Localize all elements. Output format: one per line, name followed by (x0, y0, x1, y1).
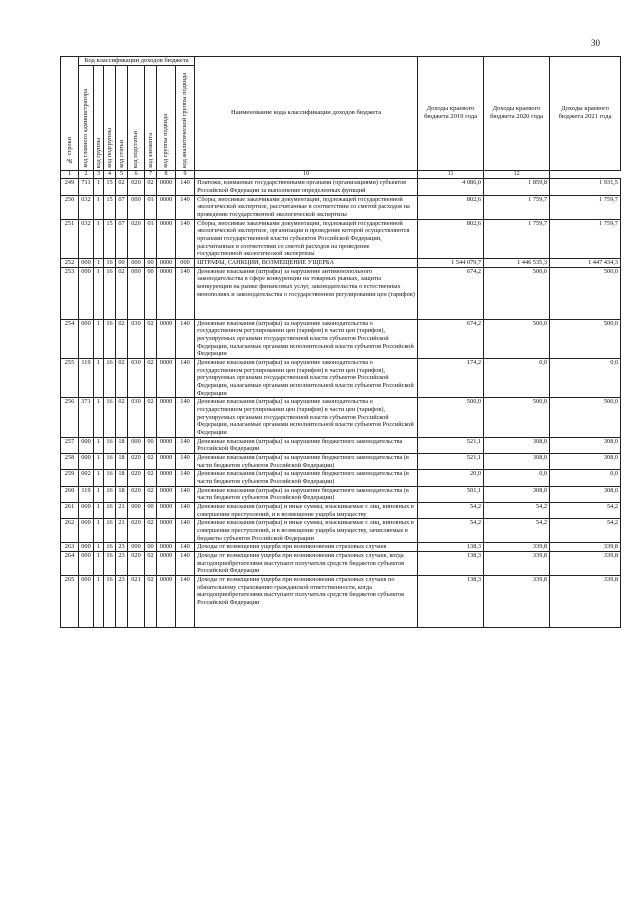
amount-cell: 500,0 (484, 319, 550, 358)
table-row (61, 358, 621, 397)
amount-cell: 1 759,7 (484, 195, 550, 219)
code-cell: 140 (176, 552, 195, 576)
code-cell: 16 (104, 576, 116, 628)
code-cell: 16 (104, 454, 116, 470)
code-cell: 02 (116, 398, 128, 437)
code-cell: 1 (94, 179, 104, 195)
code-cell: 02 (145, 179, 157, 195)
code-cell: 020 (128, 219, 145, 258)
code-cell: 16 (104, 319, 116, 358)
code-cell: 15 (104, 195, 116, 219)
code-column-header: код статьи (116, 65, 128, 170)
code-cell: 0000 (157, 543, 176, 552)
code-cell: 18 (116, 437, 128, 453)
code-cell: 140 (176, 454, 195, 470)
code-cell: 0000 (157, 219, 176, 258)
amount-cell: 339,8 (550, 552, 621, 576)
income-name: Денежные взыскания (штрафы) за нарушение бюджетного законодательства Российской Федерации (195, 437, 418, 453)
amount-cell: 674,2 (418, 267, 484, 319)
amount-cell: 339,8 (550, 576, 621, 628)
code-cell: 02 (116, 179, 128, 195)
column-number: 4 (104, 170, 116, 178)
code-cell: 02 (116, 358, 128, 397)
amount-cell: 138,3 (418, 552, 484, 576)
row-number: 251 (61, 219, 79, 258)
table-row (61, 486, 621, 502)
code-cell: 00 (145, 543, 157, 552)
income-name: Денежные взыскания (штрафы) за нарушение законодательства о государственном регулировании цен (тарифов) в части цен (тарифов), регулируемых органами государственной власти субъектов Российской Федерации, налагаемые органами исполнительной власти субъектов Российской Федерации (195, 358, 418, 397)
row-number: 250 (61, 195, 79, 219)
revenue-table (60, 56, 621, 628)
column-number: 8 (157, 170, 176, 178)
table-row (61, 470, 621, 486)
code-cell: 140 (176, 543, 195, 552)
code-cell: 1 (94, 258, 104, 267)
code-cell: 000 (79, 319, 94, 358)
code-cell: 0000 (157, 454, 176, 470)
code-cell: 020 (128, 486, 145, 502)
code-cell: 16 (104, 258, 116, 267)
row-number: 262 (61, 519, 79, 543)
amount-cell: 308,0 (484, 486, 550, 502)
code-column-header: код аналитической группы подвида (176, 65, 195, 170)
code-cell: 16 (104, 470, 116, 486)
code-cell: 1 (94, 552, 104, 576)
code-cell: 18 (116, 486, 128, 502)
amount-cell: 674,2 (418, 319, 484, 358)
code-cell: 140 (176, 358, 195, 397)
code-cell: 140 (176, 519, 195, 543)
code-cell: 01 (145, 195, 157, 219)
code-cell: 23 (116, 576, 128, 628)
code-cell: 140 (176, 470, 195, 486)
code-cell: 0000 (157, 179, 176, 195)
code-cell: 02 (145, 576, 157, 628)
code-cell: 030 (128, 398, 145, 437)
code-cell: 1 (94, 219, 104, 258)
code-cell: 16 (104, 543, 116, 552)
code-cell: 140 (176, 398, 195, 437)
amount-cell: 521,1 (418, 437, 484, 453)
column-number: 7 (145, 170, 157, 178)
code-cell: 119 (79, 486, 94, 502)
code-cell: 0000 (157, 552, 176, 576)
code-cell: 020 (128, 519, 145, 543)
code-cell: 140 (176, 503, 195, 519)
amount-cell: 1 544 079,7 (418, 258, 484, 267)
amount-cell: 802,6 (418, 219, 484, 258)
code-cell: 000 (128, 437, 145, 453)
code-cell: 0000 (157, 358, 176, 397)
amount-cell: 308,0 (550, 454, 621, 470)
code-cell: 00 (145, 258, 157, 267)
table-row (61, 258, 621, 267)
amount-cell: 138,3 (418, 576, 484, 628)
table-row (61, 437, 621, 453)
code-cell: 00 (145, 437, 157, 453)
table-row (61, 454, 621, 470)
year-2021-header: Доходы краевого бюджета 2021 года (550, 57, 621, 171)
amount-cell: 1 859,8 (484, 179, 550, 195)
code-cell: 1 (94, 576, 104, 628)
code-cell: 0000 (157, 576, 176, 628)
amount-cell: 138,3 (418, 543, 484, 552)
code-cell: 000 (79, 552, 94, 576)
amount-cell: 500,0 (418, 398, 484, 437)
code-cell: 000 (176, 258, 195, 267)
code-cell: 02 (145, 398, 157, 437)
code-cell: 0000 (157, 258, 176, 267)
code-cell: 02 (145, 358, 157, 397)
income-name: Денежные взыскания (штрафы) за нарушение бюджетного законодательства (в части бюджетов субъектов Российской Федерации) (195, 486, 418, 502)
amount-cell: 802,6 (418, 195, 484, 219)
income-name: Доходы от возмещения ущерба при возникновении страховых случаев по обязательному страхованию гражданской ответственности, когда выгодоприобретателями выступают получатели средств бюджетов субъектов Российской Федерации (195, 576, 418, 628)
table-row (61, 319, 621, 358)
income-name: Денежные взыскания (штрафы) за нарушение бюджетного законодательства (в части бюджетов субъектов Российской Федерации) (195, 470, 418, 486)
amount-cell: 1 759,7 (484, 219, 550, 258)
row-number: 265 (61, 576, 79, 628)
amount-cell: 1 447 434,3 (550, 258, 621, 267)
table-row (61, 195, 621, 219)
column-number: 10 (195, 170, 418, 178)
code-cell: 02 (145, 454, 157, 470)
row-number: 249 (61, 179, 79, 195)
code-cell: 1 (94, 267, 104, 319)
code-cell: 02 (145, 319, 157, 358)
code-cell: 371 (79, 398, 94, 437)
row-number: 263 (61, 543, 79, 552)
row-number: 260 (61, 486, 79, 502)
code-column-header: код подгруппы (104, 65, 116, 170)
code-cell: 0000 (157, 470, 176, 486)
code-cell: 000 (79, 576, 94, 628)
amount-cell: 500,0 (550, 267, 621, 319)
code-cell: 032 (79, 195, 94, 219)
code-cell: 0000 (157, 437, 176, 453)
table-row (61, 219, 621, 258)
code-column-header: код элемента (145, 65, 157, 170)
table-row (61, 267, 621, 319)
code-cell: 02 (145, 486, 157, 502)
amount-cell: 500,0 (484, 267, 550, 319)
code-cell: 18 (116, 470, 128, 486)
code-cell: 1 (94, 519, 104, 543)
row-number: 255 (61, 358, 79, 397)
row-no-header: № строки (61, 57, 79, 171)
amount-cell: 54,2 (418, 519, 484, 543)
code-cell: 1 (94, 195, 104, 219)
code-cell: 030 (128, 319, 145, 358)
page-number: 30 (591, 38, 600, 48)
code-cell: 21 (116, 519, 128, 543)
code-cell: 00 (145, 267, 157, 319)
code-cell: 021 (128, 576, 145, 628)
code-cell: 0000 (157, 195, 176, 219)
column-number: 3 (94, 170, 104, 178)
income-name: ШТРАФЫ, САНКЦИИ, ВОЗМЕЩЕНИЕ УЩЕРБА (195, 258, 418, 267)
amount-cell: 1 931,5 (550, 179, 621, 195)
code-cell: 16 (104, 398, 116, 437)
code-cell: 000 (79, 519, 94, 543)
row-number: 254 (61, 319, 79, 358)
name-column-header: Наименование кода классификации доходов бюджета (195, 57, 418, 171)
code-cell: 140 (176, 195, 195, 219)
code-cell: 020 (128, 454, 145, 470)
code-cell: 0000 (157, 319, 176, 358)
code-cell: 16 (104, 519, 116, 543)
code-cell: 140 (176, 486, 195, 502)
code-cell: 15 (104, 179, 116, 195)
code-cell: 1 (94, 454, 104, 470)
code-cell: 140 (176, 437, 195, 453)
income-name: Платежи, взимаемые государственными органами (организациями) субъектов Российской Федерации за выполнение определенных функций (195, 179, 418, 195)
code-cell: 18 (116, 454, 128, 470)
code-cell: 0000 (157, 503, 176, 519)
amount-cell: 0,0 (484, 358, 550, 397)
code-cell: 1 (94, 398, 104, 437)
amount-cell: 308,0 (550, 486, 621, 502)
code-cell: 000 (128, 503, 145, 519)
code-cell: 140 (176, 267, 195, 319)
code-cell: 020 (128, 470, 145, 486)
amount-cell: 339,8 (484, 543, 550, 552)
code-cell: 0000 (157, 519, 176, 543)
income-name: Доходы от возмещения ущерба при возникновении страховых случаев (195, 543, 418, 552)
amount-cell: 501,1 (418, 486, 484, 502)
code-column-header: код группы (94, 65, 104, 170)
income-name: Денежные взыскания (штрафы) и иные суммы, взыскиваемые с лиц, виновных в совершении преступлений, и в возмещение ущерба имуществу, зачисляемые в бюджеты субъектов Российской Федерации (195, 519, 418, 543)
code-cell: 020 (128, 552, 145, 576)
amount-cell: 500,0 (484, 398, 550, 437)
table-row (61, 398, 621, 437)
code-cell: 000 (128, 195, 145, 219)
column-number: 2 (79, 170, 94, 178)
row-number: 257 (61, 437, 79, 453)
income-name: Сборы, вносимые заказчиками документации, подлежащей государственной экологической экспертизе, рассчитанные в соответствии со сметой расходов на проведение государственной экологической экспертизы (195, 195, 418, 219)
table-row (61, 552, 621, 576)
column-number: 1 (61, 170, 79, 178)
amount-cell: 174,2 (418, 358, 484, 397)
amount-cell: 339,8 (484, 552, 550, 576)
income-name: Денежные взыскания (штрафы) за нарушение антимонопольного законодательства в сфере конкуренции на товарных рынках, защиты конкуренции на рынке финансовых услуг, законодательства о естественных монополиях и законодательства о государственном регулировании цен (тарифов) (195, 267, 418, 319)
code-cell: 020 (128, 179, 145, 195)
code-cell: 140 (176, 179, 195, 195)
code-cell: 02 (145, 519, 157, 543)
code-cell: 000 (128, 267, 145, 319)
code-cell: 23 (116, 552, 128, 576)
code-cell: 0000 (157, 486, 176, 502)
code-cell: 000 (79, 437, 94, 453)
code-cell: 1 (94, 503, 104, 519)
amount-cell: 54,2 (418, 503, 484, 519)
amount-cell: 0,0 (550, 358, 621, 397)
code-cell: 0000 (157, 267, 176, 319)
code-cell: 02 (145, 552, 157, 576)
code-cell: 16 (104, 437, 116, 453)
code-cell: 16 (104, 267, 116, 319)
code-cell: 07 (116, 195, 128, 219)
amount-cell: 0,0 (550, 470, 621, 486)
code-column-header: код группы подвида (157, 65, 176, 170)
column-number: 5 (116, 170, 128, 178)
amount-cell: 54,2 (484, 519, 550, 543)
code-cell: 140 (176, 219, 195, 258)
amount-cell: 500,0 (550, 398, 621, 437)
code-cell: 16 (104, 358, 116, 397)
amount-cell: 0,0 (484, 470, 550, 486)
column-number: 12 (484, 170, 550, 178)
amount-cell: 54,2 (484, 503, 550, 519)
code-cell: 030 (128, 358, 145, 397)
table-row (61, 543, 621, 552)
table-row (61, 503, 621, 519)
code-cell: 1 (94, 358, 104, 397)
code-cell: 000 (79, 267, 94, 319)
year-2020-header: Доходы краевого бюджета 2020 года (484, 57, 550, 171)
amount-cell: 308,0 (484, 454, 550, 470)
code-cell: 000 (128, 543, 145, 552)
code-cell: 119 (79, 358, 94, 397)
amount-cell: 1 759,7 (550, 219, 621, 258)
amount-cell: 1 759,7 (550, 195, 621, 219)
code-cell: 711 (79, 179, 94, 195)
code-cell: 15 (104, 219, 116, 258)
code-cell: 140 (176, 576, 195, 628)
amount-cell: 521,1 (418, 454, 484, 470)
income-name: Сборы, вносимые заказчиками документации, подлежащей государственной экологической экспертизе, организация и проведение которой осуществляются органами государственной власти субъектов Российской Федерации, рассчитанные в соответствии со сметой расходов на проведение государственной экологической экспертизы (195, 219, 418, 258)
income-name: Денежные взыскания (штрафы) за нарушение законодательства о государственном регулировании цен (тарифов) в части цен (тарифов), регулируемых органами государственной власти субъектов Российской Федерации, налагаемые органами исполнительной власти субъектов Российской Федерации (195, 398, 418, 437)
row-number: 258 (61, 454, 79, 470)
code-cell: 000 (79, 454, 94, 470)
code-cell: 02 (116, 319, 128, 358)
code-group-header: Код классификации доходов бюджета (79, 57, 195, 66)
code-cell: 16 (104, 486, 116, 502)
table-row (61, 519, 621, 543)
table-row (61, 179, 621, 195)
row-number: 264 (61, 552, 79, 576)
amount-cell: 339,8 (550, 543, 621, 552)
code-cell: 1 (94, 486, 104, 502)
amount-cell: 20,0 (418, 470, 484, 486)
row-number: 253 (61, 267, 79, 319)
code-cell: 0000 (157, 398, 176, 437)
code-cell: 1 (94, 319, 104, 358)
code-cell: 07 (116, 219, 128, 258)
code-cell: 01 (145, 219, 157, 258)
column-number: 11 (418, 170, 484, 178)
income-name: Денежные взыскания (штрафы) и иные суммы, взыскиваемые с лиц, виновных в совершении преступлений, и в возмещение ущерба имуществу (195, 503, 418, 519)
amount-cell: 308,0 (484, 437, 550, 453)
row-number: 252 (61, 258, 79, 267)
amount-cell: 54,2 (550, 503, 621, 519)
amount-cell: 308,0 (550, 437, 621, 453)
column-number: 6 (128, 170, 145, 178)
amount-cell: 54,2 (550, 519, 621, 543)
code-cell: 16 (104, 503, 116, 519)
code-cell: 16 (104, 552, 116, 576)
code-cell: 21 (116, 503, 128, 519)
row-number: 261 (61, 503, 79, 519)
amount-cell: 339,8 (484, 576, 550, 628)
table-row (61, 576, 621, 628)
row-number: 256 (61, 398, 79, 437)
income-name: Денежные взыскания (штрафы) за нарушение бюджетного законодательства (в части бюджетов субъектов Российской Федерации) (195, 454, 418, 470)
code-cell: 00 (145, 503, 157, 519)
code-column-header: код подстатьи (128, 65, 145, 170)
income-name: Денежные взыскания (штрафы) за нарушение законодательства о государственном регулировании цен (тарифов) в части цен (тарифов), регулируемых органами государственной власти субъектов Российской Федерации, налагаемые органами исполнительной власти субъектов Российской Федерации (195, 319, 418, 358)
code-cell: 00 (116, 258, 128, 267)
code-cell: 1 (94, 543, 104, 552)
code-cell: 140 (176, 319, 195, 358)
amount-cell: 4 086,0 (418, 179, 484, 195)
code-cell: 000 (79, 503, 94, 519)
income-name: Доходы от возмещения ущерба при возникновении страховых случаев, когда выгодоприобретателями выступают получатели средств бюджетов субъектов Российской Федерации (195, 552, 418, 576)
code-cell: 1 (94, 437, 104, 453)
code-cell: 002 (79, 470, 94, 486)
code-cell: 000 (79, 543, 94, 552)
row-number: 259 (61, 470, 79, 486)
code-cell: 032 (79, 219, 94, 258)
year-2019-header: Доходы краевого бюджета 2019 года (418, 57, 484, 171)
amount-cell: 500,0 (550, 319, 621, 358)
code-cell: 000 (79, 258, 94, 267)
code-cell: 1 (94, 470, 104, 486)
code-cell: 02 (116, 267, 128, 319)
amount-cell: 1 446 535,3 (484, 258, 550, 267)
code-column-header: код главного администратора (79, 65, 94, 170)
code-cell: 000 (128, 258, 145, 267)
code-cell: 23 (116, 543, 128, 552)
column-number: 9 (176, 170, 195, 178)
code-cell: 02 (145, 470, 157, 486)
